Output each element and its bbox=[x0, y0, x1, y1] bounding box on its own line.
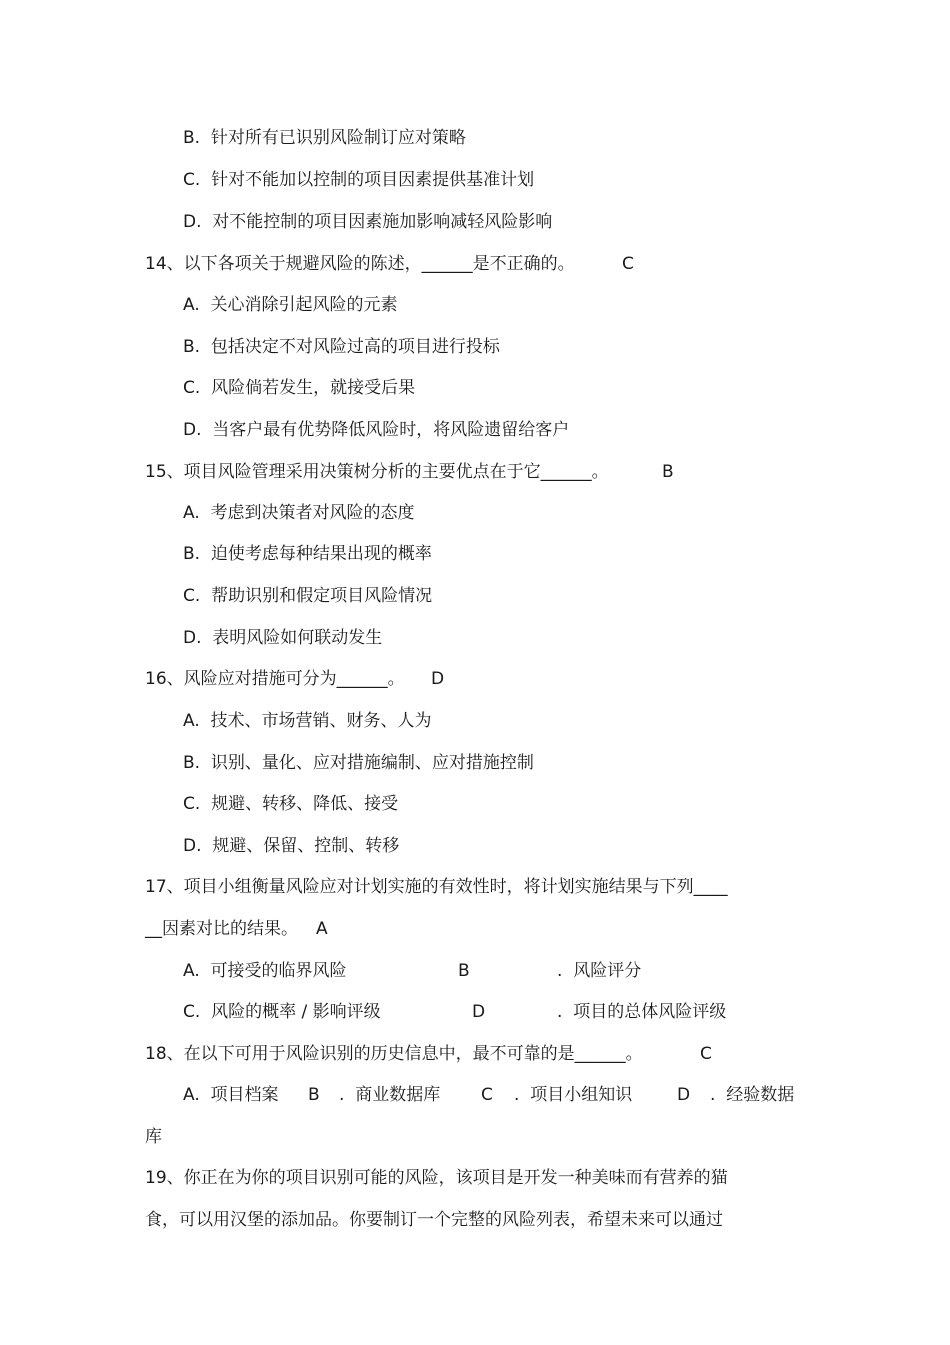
q16-option-b: B. 识别、量化、应对措施编制、应对措施控制 bbox=[183, 753, 534, 773]
q16-question: 16、风险应对措施可分为______。 bbox=[145, 669, 405, 689]
q18-answer: C bbox=[700, 1044, 712, 1064]
q15-option-c: C. 帮助识别和假定项目风险情况 bbox=[183, 586, 433, 606]
q17-option-d: . 项目的总体风险评级 bbox=[557, 1002, 727, 1022]
q14-option-b: B. 包括决定不对风险过高的项目进行投标 bbox=[183, 337, 500, 357]
q17-option-a: A. 可接受的临界风险 bbox=[183, 961, 347, 981]
q14-option-a: A. 关心消除引起风险的元素 bbox=[183, 295, 398, 315]
q15-question: 15、项目风险管理采用决策树分析的主要优点在于它______。 bbox=[145, 462, 609, 482]
q18-option-d-letter: D bbox=[677, 1085, 691, 1105]
q16-answer: D bbox=[431, 669, 445, 689]
q19-question-line1: 19、你正在为你的项目识别可能的风险，该项目是开发一种美味而有营养的猫 bbox=[145, 1168, 728, 1188]
q17-option-b-letter: B bbox=[458, 961, 470, 981]
q16-option-d: D. 规避、保留、控制、转移 bbox=[183, 836, 400, 856]
q18-question: 18、在以下可用于风险识别的历史信息中，最不可靠的是______。 bbox=[145, 1044, 643, 1064]
q14-option-c: C. 风险倘若发生，就接受后果 bbox=[183, 378, 416, 398]
q16-option-c: C. 规避、转移、降低、接受 bbox=[183, 794, 399, 814]
q15-option-d: D. 表明风险如何联动发生 bbox=[183, 628, 383, 648]
q17-option-c: C. 风险的概率 / 影响评级 bbox=[183, 1002, 381, 1022]
q13-option-b: B. 针对所有已识别风险制订应对策略 bbox=[183, 128, 466, 148]
q13-option-d: D. 对不能控制的项目因素施加影响减轻风险影响 bbox=[183, 212, 553, 232]
q15-answer: B bbox=[662, 462, 674, 482]
q19-question-line2: 食，可以用汉堡的添加品。你要制订一个完整的风险列表，希望未来可以通过 bbox=[145, 1210, 723, 1230]
q18-option-c: . 项目小组知识 bbox=[514, 1085, 633, 1105]
q17-answer: A bbox=[316, 919, 328, 939]
q14-option-d: D. 当客户最有优势降低风险时，将风险遗留给客户 bbox=[183, 420, 570, 440]
q18-option-a: A. 项目档案 bbox=[183, 1085, 279, 1105]
q15-option-b: B. 迫使考虑每种结果出现的概率 bbox=[183, 544, 432, 564]
q18-option-b: . 商业数据库 bbox=[339, 1085, 441, 1105]
q15-option-a: A. 考虑到决策者对风险的态度 bbox=[183, 503, 415, 523]
q18-option-d-continued: 库 bbox=[145, 1127, 162, 1147]
q17-question-line1: 17、项目小组衡量风险应对计划实施的有效性时，将计划实施结果与下列____ bbox=[145, 877, 728, 897]
q16-option-a: A. 技术、市场营销、财务、人为 bbox=[183, 711, 432, 731]
q18-option-c-letter: C bbox=[481, 1085, 493, 1105]
q14-question: 14、以下各项关于规避风险的陈述，______是不正确的。 bbox=[145, 254, 575, 274]
q17-option-d-letter: D bbox=[472, 1002, 486, 1022]
q18-option-d: . 经验数据 bbox=[710, 1085, 795, 1105]
q18-option-b-letter: B bbox=[308, 1085, 320, 1105]
q17-option-b: . 风险评分 bbox=[557, 961, 642, 981]
q14-answer: C bbox=[622, 254, 634, 274]
q17-question-line2: __因素对比的结果。 bbox=[145, 919, 298, 939]
q13-option-c: C. 针对不能加以控制的项目因素提供基准计划 bbox=[183, 170, 535, 190]
